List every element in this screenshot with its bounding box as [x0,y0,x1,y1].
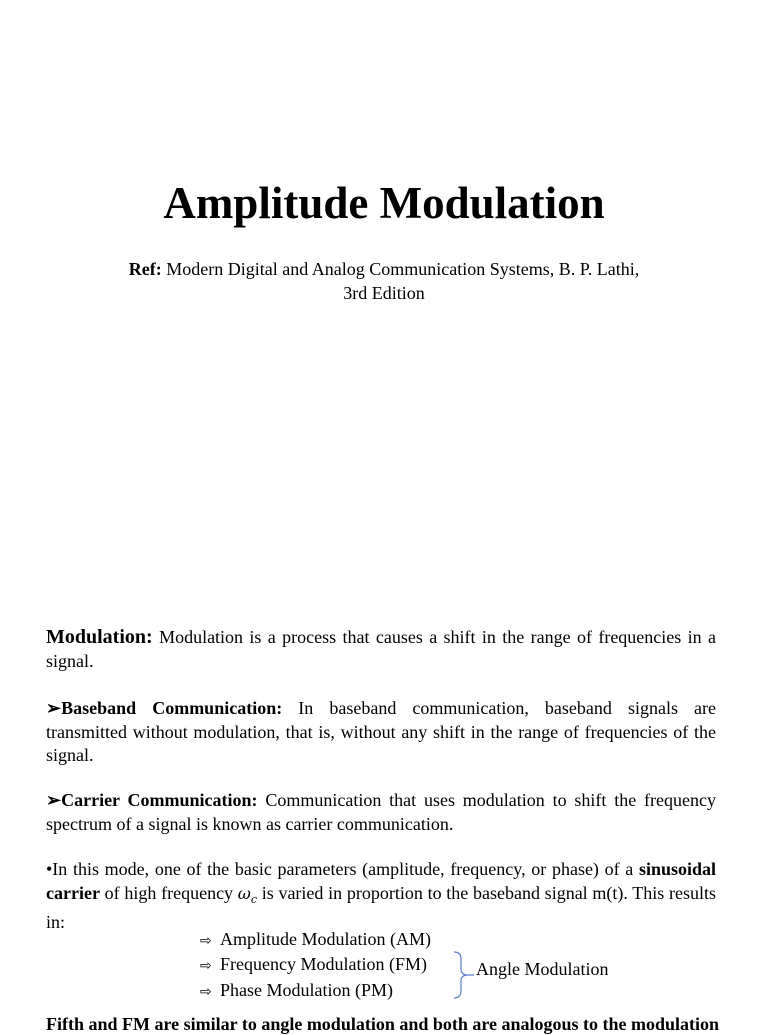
arrow-icon: ⇨ [200,933,212,949]
modulation-text: Modulation is a process that causes a shift in the range of frequencies in a signal. [46,627,716,671]
list-item: ⇨ Amplitude Modulation (AM) [200,928,431,953]
mode-text-end: is varied in proportion to the baseband signal m(t). This results in: [46,882,716,933]
arrow-icon: ⇨ [200,958,212,975]
angle-modulation-label: Angle Modulation [476,959,609,979]
modulation-definition [46,626,716,673]
mode-text-mid: of high frequency [104,882,234,903]
modulation-label: Modulation: [46,626,153,648]
ref-label: Ref: [128,259,162,279]
carrier-text: Communication that uses modulation to shift the frequency spectrum of a signal is known as carrier communication. [46,790,717,834]
mode-bold: sinusoidal carrier [46,859,717,903]
list-item: ⇨ Frequency Modulation (FM) [200,953,431,978]
carrier-bullet: ➢ [46,790,62,810]
reference [120,257,648,305]
baseband-paragraph [46,697,716,768]
omega-symbol: $\omega_c$ [237,883,257,906]
carrier-label: Carrier Communication: [61,790,258,810]
baseband-text: In baseband communication, baseband signals are transmitted without modulation, that is, without any shift in the range of frequencies of the signal. [46,698,717,765]
baseband-label: Baseband Communication: [61,698,283,718]
modulation-types-list [200,928,431,1004]
baseband-bullet: ➢ [46,698,62,718]
ref-text: Modern Digital and Analog Communication Systems, B. P. Lathi, 3rd Edition [166,259,640,303]
carrier-paragraph [46,789,716,836]
curly-brace-icon [452,951,474,999]
list-item: ⇨ Phase Modulation (PM) [200,979,431,1004]
mode-paragraph [46,858,716,935]
mode-text-start: •In this mode, one of the basic parameters (amplitude, frequency, or phase) of a [46,859,634,879]
arrow-icon: ⇨ [200,983,212,1000]
truncated-line: Fifth and FM are similar to angle modulation and both are analogous to the modulation [46,1014,720,1034]
slide-title: Amplitude Modulation [163,178,605,229]
